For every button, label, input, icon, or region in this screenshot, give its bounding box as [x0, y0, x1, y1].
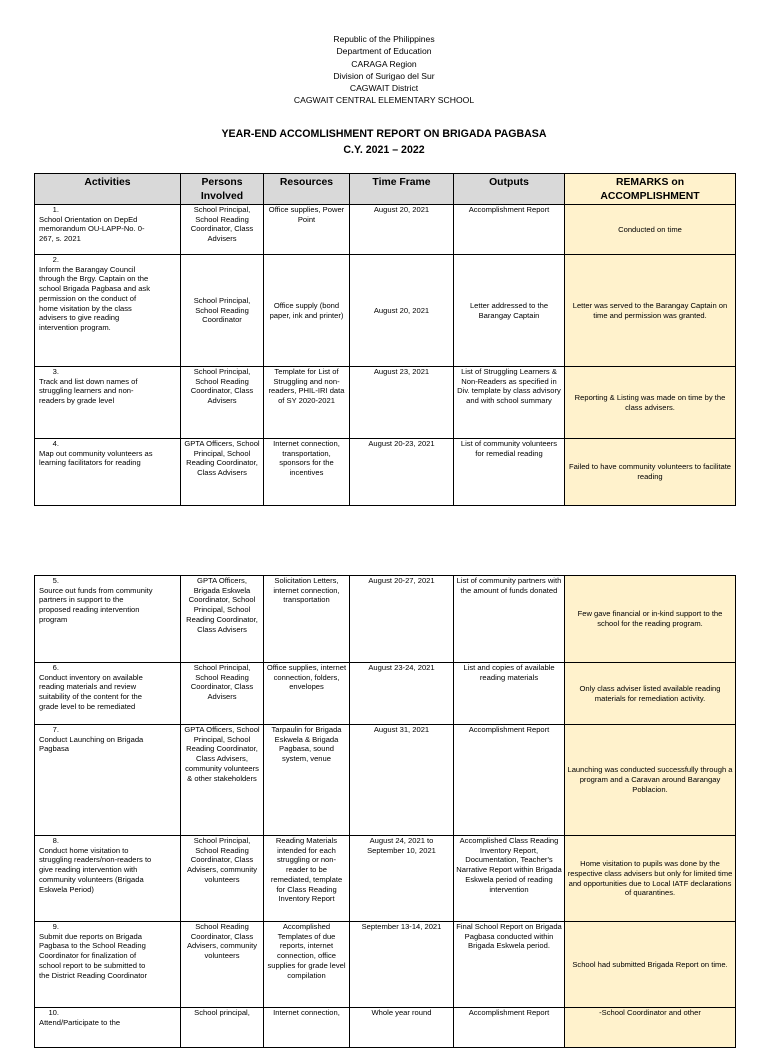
- persons-cell: GPTA Officers, School Principal, School Reading Coordinator, Class Advisers: [181, 439, 264, 506]
- table-row: [35, 725, 736, 836]
- table-row: [35, 576, 736, 663]
- letterhead-line: Division of Surigao del Sur: [333, 70, 435, 81]
- row-number: 5.: [52, 576, 59, 585]
- activity-cell: [35, 836, 181, 922]
- accomplishment-table-part-2: [34, 575, 736, 1048]
- activity-cell: [35, 205, 181, 255]
- column-header-persons: Persons Involved: [181, 174, 264, 205]
- row-number: 2.: [52, 255, 59, 264]
- timeframe-cell: August 20-23, 2021: [350, 439, 454, 506]
- resources-cell: Accomplished Templates of due reports, internet connection, office supplies for grade level compilation: [264, 922, 350, 1008]
- table-row: [35, 1008, 736, 1048]
- resources-cell: Tarpaulin for Brigada Eskwela & Brigada Pagbasa, sound system, venue: [264, 725, 350, 836]
- timeframe-cell: Whole year round: [350, 1008, 454, 1048]
- outputs-cell: Accomplished Class Reading Inventory Report, Documentation, Teacher's Narrative Report within Brigada Eskwela period of reading intervention: [454, 836, 565, 922]
- report-title: YEAR-END ACCOMLISHMENT REPORT ON BRIGADA PAGBASA: [221, 128, 547, 140]
- persons-cell: School Reading Coordinator, Class Advisers, community volunteers: [181, 922, 264, 1008]
- activity-text: Conduct Launching on Brigada Pagbasa: [39, 734, 144, 754]
- table-header-row: [35, 174, 736, 205]
- row-number: 9.: [52, 922, 59, 931]
- persons-cell: School Principal, School Reading Coordinator, Class Advisers: [181, 367, 264, 439]
- column-header-outputs: Outputs: [454, 174, 565, 205]
- activity-text: Conduct inventory on available reading materials and review suitability of the content for the grade level to be remediated: [39, 672, 143, 711]
- activity-text: Track and list down names of struggling learners and non-readers by grade level: [39, 376, 138, 406]
- row-number: 4.: [52, 439, 59, 448]
- row-number: 7.: [52, 725, 59, 734]
- column-header-timeframe: Time Frame: [350, 174, 454, 205]
- column-header-activities: Activities: [35, 174, 181, 205]
- timeframe-cell: August 23-24, 2021: [350, 663, 454, 725]
- activity-cell: [35, 922, 181, 1008]
- activity-text: Submit due reports on Brigada Pagbasa to the School Reading Coordinator for finalization of school report to be submitted to the District Reading Coordinator: [39, 931, 148, 980]
- activity-cell: [35, 576, 181, 663]
- persons-cell: School principal,: [181, 1008, 264, 1048]
- remarks-cell: Failed to have community volunteers to facilitate reading: [565, 439, 736, 506]
- activity-text: School Orientation on DepEd memorandum OU-LAPP-No. 0-267, s. 2021: [39, 214, 145, 244]
- row-number: 10.: [48, 1008, 59, 1017]
- resources-cell: Office supplies, Power Point: [264, 205, 350, 255]
- timeframe-cell: August 20, 2021: [350, 205, 454, 255]
- activity-text: Conduct home visitation to struggling readers/non-readers to give reading intervention with community volunteers (Brigada Eskwela Period): [39, 845, 152, 894]
- resources-cell: Internet connection,: [264, 1008, 350, 1048]
- remarks-cell: Few gave financial or in-kind support to the school for the reading program.: [565, 576, 736, 663]
- outputs-cell: Final School Report on Brigada Pagbasa conducted within Brigada Eskwela period.: [454, 922, 565, 1008]
- row-number: 8.: [52, 836, 59, 845]
- activity-text: Map out community volunteers as learning facilitators for reading: [39, 448, 153, 468]
- activity-cell: [35, 255, 181, 367]
- letterhead-line: CAGWAIT CENTRAL ELEMENTARY SCHOOL: [293, 95, 475, 106]
- activity-cell: [35, 1008, 181, 1048]
- table-row: [35, 836, 736, 922]
- persons-cell: GPTA Officers, Brigada Eskwela Coordinator, School Principal, School Reading Coordinator, Class Advisers: [181, 576, 264, 663]
- timeframe-cell: August 31, 2021: [350, 725, 454, 836]
- table-row: [35, 205, 736, 255]
- outputs-cell: Accomplishment Report: [454, 1008, 565, 1048]
- table-row: [35, 922, 736, 1008]
- remarks-cell: School had submitted Brigada Report on time.: [565, 922, 736, 1008]
- persons-cell: School Principal, School Reading Coordinator: [181, 255, 264, 367]
- letterhead-line: Department of Education: [336, 46, 432, 57]
- timeframe-cell: August 20-27, 2021: [350, 576, 454, 663]
- row-number: 3.: [52, 367, 59, 376]
- resources-cell: Reading Materials intended for each struggling or non-reader to be remediated, template for Class Reading Inventory Report: [264, 836, 350, 922]
- activity-text: Inform the Barangay Council through the Brgy. Captain on the school Brigada Pagbasa and ask permission on the conduct of home visitation by the class advisers to give reading intervention program.: [39, 264, 151, 332]
- remarks-cell: Home visitation to pupils was done by the respective class advisers but only for limited time and opportunities due to Local IATF declarations of quarantines.: [565, 836, 736, 922]
- activity-cell: [35, 367, 181, 439]
- persons-cell: GPTA Officers, School Principal, School Reading Coordinator, Class Advisers, community volunteers & other stakeholders: [181, 725, 264, 836]
- remarks-cell: Launching was conducted successfully through a program and a Caravan around Barangay Poblacion.: [565, 725, 736, 836]
- resources-cell: Office supply (bond paper, ink and printer): [264, 255, 350, 367]
- outputs-cell: List of Struggling Learners & Non-Readers as specified in Div. template by class advisory and with school summary: [454, 367, 565, 439]
- remarks-cell: -School Coordinator and other: [565, 1008, 736, 1048]
- persons-cell: School Principal, School Reading Coordinator, Class Advisers, community volunteers: [181, 836, 264, 922]
- remarks-cell: Reporting & Listing was made on time by the class advisers.: [565, 367, 736, 439]
- outputs-cell: List and copies of available reading materials: [454, 663, 565, 725]
- activity-text: Attend/Participate to the: [39, 1017, 121, 1027]
- accomplishment-table-part-1: [34, 173, 736, 506]
- table-row: [35, 439, 736, 506]
- table-row: [35, 663, 736, 725]
- report-subtitle: C.Y. 2021 – 2022: [343, 144, 425, 156]
- resources-cell: Internet connection, transportation, sponsors for the incentives: [264, 439, 350, 506]
- table-row: [35, 255, 736, 367]
- resources-cell: Solicitation Letters, internet connection, transportation: [264, 576, 350, 663]
- row-number: 1.: [52, 205, 59, 214]
- outputs-cell: Accomplishment Report: [454, 205, 565, 255]
- outputs-cell: List of community volunteers for remedial reading: [454, 439, 565, 506]
- table-row: [35, 367, 736, 439]
- timeframe-cell: August 24, 2021 to September 10, 2021: [350, 836, 454, 922]
- column-header-resources: Resources: [264, 174, 350, 205]
- remarks-cell: Letter was served to the Barangay Captain on time and permission was granted.: [565, 255, 736, 367]
- letterhead-line: CAGWAIT District: [349, 83, 419, 94]
- resources-cell: Office supplies, internet connection, folders, envelopes: [264, 663, 350, 725]
- remarks-cell: Only class adviser listed available reading materials for remediation activity.: [565, 663, 736, 725]
- activity-cell: [35, 439, 181, 506]
- activity-text: Source out funds from community partners in support to the proposed reading intervention program: [39, 585, 153, 624]
- outputs-cell: List of community partners with the amount of funds donated: [454, 576, 565, 663]
- activity-cell: [35, 725, 181, 836]
- outputs-cell: Accomplishment Report: [454, 725, 565, 836]
- persons-cell: School Principal, School Reading Coordinator, Class Advisers: [181, 663, 264, 725]
- timeframe-cell: September 13-14, 2021: [350, 922, 454, 1008]
- persons-cell: School Principal, School Reading Coordinator, Class Advisers: [181, 205, 264, 255]
- outputs-cell: Letter addressed to the Barangay Captain: [454, 255, 565, 367]
- activity-cell: [35, 663, 181, 725]
- timeframe-cell: August 23, 2021: [350, 367, 454, 439]
- column-header-remarks: REMARKS on ACCOMPLISHMENT: [565, 174, 736, 205]
- remarks-cell: Conducted on time: [565, 205, 736, 255]
- letterhead-line: Republic of the Philippines: [333, 34, 435, 44]
- timeframe-cell: August 20, 2021: [350, 255, 454, 367]
- resources-cell: Template for List of Struggling and non-readers, PHIL-IRI data of SY 2020-2021: [264, 367, 350, 439]
- letterhead: [0, 33, 768, 107]
- row-number: 6.: [52, 663, 59, 672]
- letterhead-line: CARAGA Region: [351, 58, 417, 69]
